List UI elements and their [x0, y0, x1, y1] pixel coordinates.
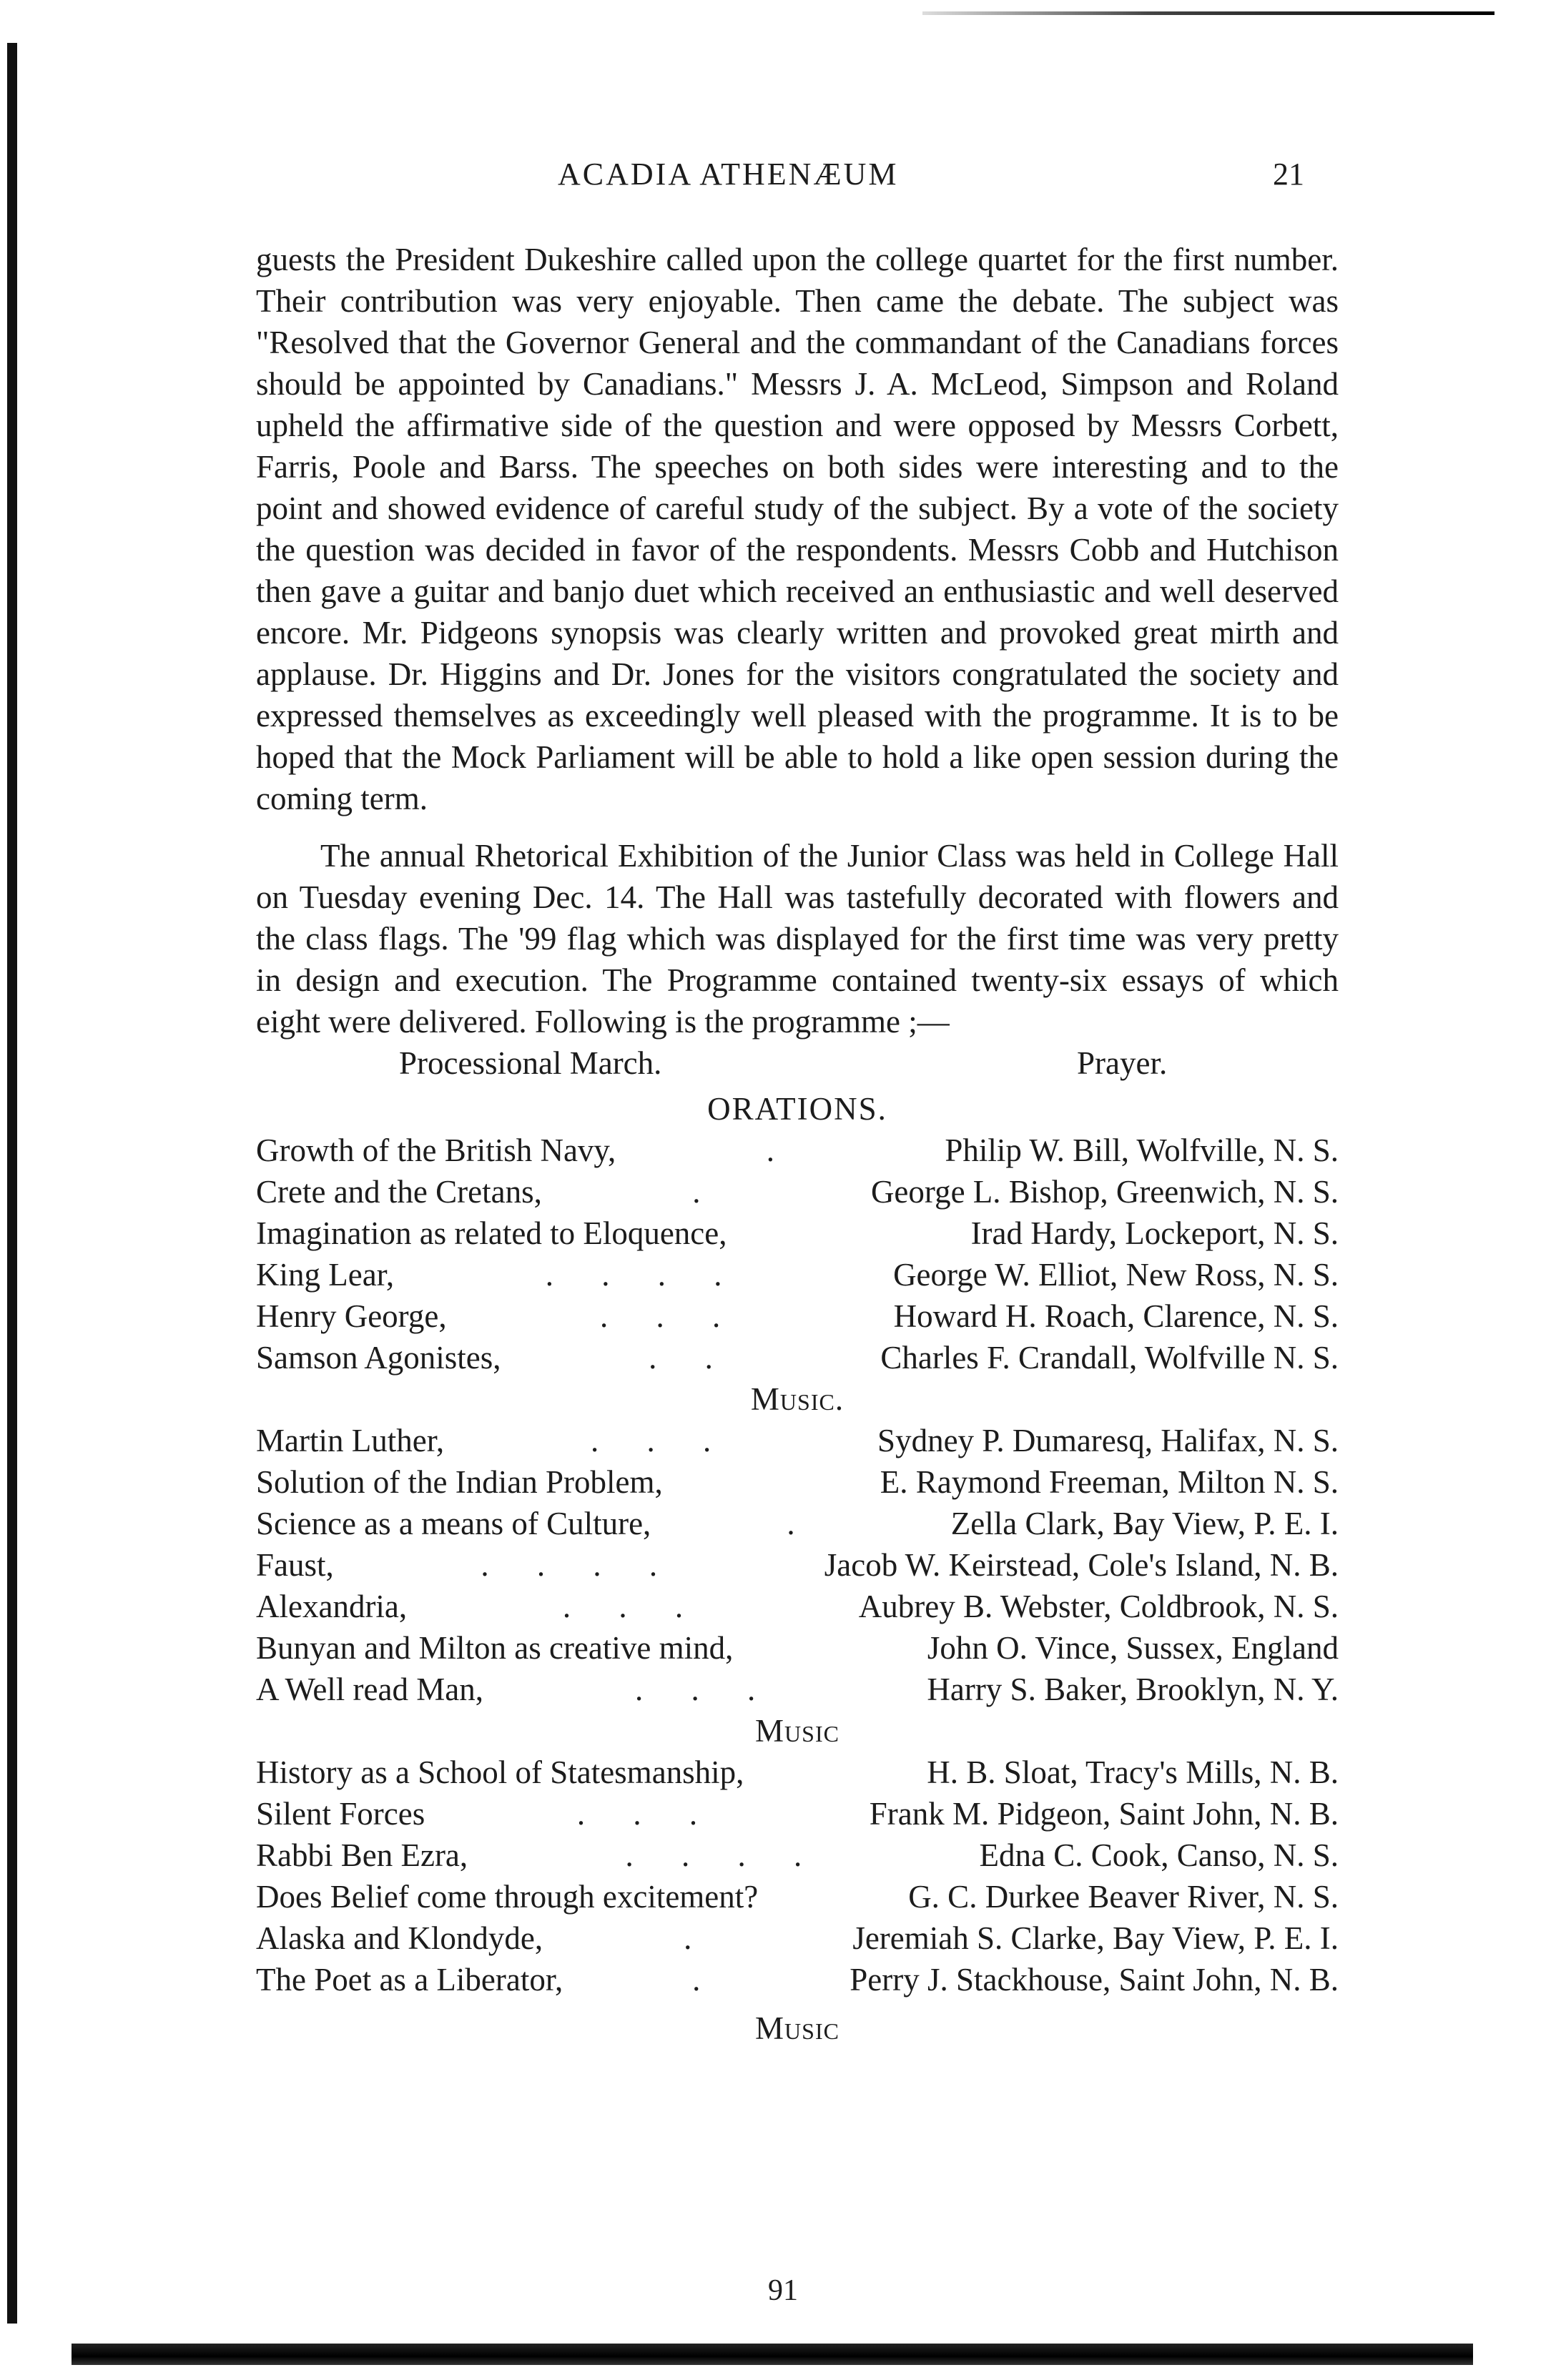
- paragraph-exhibition: The annual Rhetorical Exhibition of the Junior Class was held in College Hall on Tuesday evening Dec. 14. The Hall was tastefully decorated with flowers and the class flags. The '99 flag which was displayed for the first time was very pretty in design and execution. The Programme contained twenty-six essays of which eight were delivered. Following is the programme ;—: [256, 838, 1339, 1040]
- oration-title: The Poet as a Liberator,: [256, 1962, 563, 1998]
- running-head-page-number: 21: [1273, 157, 1304, 192]
- oration-title: A Well read Man,: [256, 1672, 483, 1707]
- oration-title: Samson Agonistes,: [256, 1340, 501, 1376]
- oration-speaker: Howard H. Roach, Clarence, N. S.: [893, 1298, 1339, 1334]
- oration-speaker: Sydney P. Dumaresq, Halifax, N. S.: [877, 1423, 1339, 1458]
- oration-row: [256, 1752, 1339, 1793]
- programme-opening: [256, 1042, 1339, 1084]
- oration-row: [256, 1627, 1339, 1669]
- oration-speaker: G. C. Durkee Beaver River, N. S.: [908, 1879, 1339, 1915]
- leader-dots: .: [787, 1506, 815, 1541]
- scan-line-top: [922, 11, 1494, 15]
- oration-title: Alexandria,: [256, 1589, 408, 1624]
- oration-title: Imagination as related to Eloquence,: [256, 1215, 727, 1251]
- article-body: [256, 239, 1339, 2049]
- oration-speaker: Harry S. Baker, Brooklyn, N. Y.: [927, 1672, 1339, 1707]
- oration-row: [256, 1793, 1339, 1835]
- oration-speaker: Perry J. Stackhouse, Saint John, N. B.: [850, 1962, 1339, 1998]
- leader-dots: .: [766, 1132, 794, 1168]
- oration-speaker: Zella Clark, Bay View, P. E. I.: [950, 1506, 1339, 1541]
- oration-speaker: Philip W. Bill, Wolfville, N. S.: [945, 1132, 1339, 1168]
- oration-title: History as a School of Statesmanship,: [256, 1754, 744, 1790]
- oration-row: [256, 1254, 1339, 1295]
- oration-row: [256, 1213, 1339, 1254]
- oration-speaker: George W. Elliot, New Ross, N. S.: [893, 1257, 1339, 1293]
- oration-row: [256, 1295, 1339, 1337]
- scan-edge-left: [7, 43, 17, 2324]
- oration-row: [256, 1959, 1339, 2000]
- running-head: [0, 156, 1566, 199]
- music-interlude: Music: [755, 2010, 839, 2046]
- oration-title: Crete and the Cretans,: [256, 1174, 542, 1210]
- oration-title: Does Belief come through excitement?: [256, 1879, 759, 1915]
- oration-title: Alaska and Klondyde,: [256, 1920, 543, 1956]
- leader-dots: . . . .: [481, 1547, 678, 1583]
- leader-dots: . .: [649, 1340, 733, 1376]
- music-interlude: Music: [755, 1713, 839, 1749]
- oration-row: [256, 1835, 1339, 1876]
- leader-dots: . . . .: [625, 1837, 822, 1873]
- oration-row: [256, 1503, 1339, 1544]
- oration-row: [256, 1171, 1339, 1213]
- oration-title: Bunyan and Milton as creative mind,: [256, 1630, 734, 1666]
- leader-dots: . . . .: [545, 1257, 742, 1293]
- oration-speaker: John O. Vince, Sussex, England: [927, 1630, 1339, 1666]
- oration-speaker: George L. Bishop, Greenwich, N. S.: [870, 1174, 1339, 1210]
- oration-speaker: Jacob W. Keirstead, Cole's Island, N. B.: [824, 1547, 1339, 1583]
- oration-title: Growth of the British Navy,: [256, 1132, 616, 1168]
- oration-title: King Lear,: [256, 1257, 395, 1293]
- scan-bar-bottom: [72, 2344, 1473, 2365]
- orations-heading: ORATIONS.: [707, 1091, 887, 1127]
- oration-row: [256, 1669, 1339, 1710]
- oration-title: Faust,: [256, 1547, 334, 1583]
- oration-speaker: Aubrey B. Webster, Coldbrook, N. S.: [858, 1589, 1339, 1624]
- leader-dots: . . .: [590, 1423, 732, 1458]
- oration-row: [256, 1544, 1339, 1586]
- prayer: Prayer.: [1077, 1045, 1168, 1081]
- leader-dots: . . .: [635, 1672, 776, 1707]
- oration-row: [256, 1917, 1339, 1959]
- oration-row: [256, 1586, 1339, 1627]
- oration-title: Martin Luther,: [256, 1423, 445, 1458]
- oration-row: [256, 1130, 1339, 1171]
- leader-dots: . . .: [576, 1796, 718, 1832]
- oration-title: Rabbi Ben Ezra,: [256, 1837, 468, 1873]
- oration-title: Henry George,: [256, 1298, 447, 1334]
- leader-dots: . . .: [599, 1298, 741, 1334]
- oration-row: [256, 1876, 1339, 1917]
- paragraph-debate: guests the President Dukeshire called upon the college quartet for the first number. Their contribution was very enjoyable. Then came the debate. The subject was "Resolved that the Governor General and the commandant of the Canadians forces should be appointed by Canadians." Messrs J. A. McLeod, Simpson and Roland upheld the affirmative side of the question and were opposed by Messrs Corbett, Farris, Poole and Barss. The speeches on both sides were interesting and to the point and showed evidence of careful study of the subject. By a vote of the society the question was decided in favor of the respondents. Messrs Cobb and Hutchison then gave a guitar and banjo duet which received an enthusiastic and well deserved encore. Mr. Pidgeons synopsis was clearly written and provoked great mirth and applause. Dr. Higgins and Dr. Jones for the visitors congratulated the society and expressed themselves as exceedingly well pleased with the programme. It is to be hoped that the Mock Parliament will be able to hold a like open session during the coming term.: [256, 242, 1339, 816]
- leader-dots: .: [692, 1174, 721, 1210]
- oration-row: [256, 1420, 1339, 1461]
- oration-speaker: Frank M. Pidgeon, Saint John, N. B.: [869, 1796, 1339, 1832]
- leader-dots: . . .: [562, 1589, 704, 1624]
- running-head-title: ACADIA ATHENÆUM: [558, 157, 899, 192]
- oration-speaker: Irad Hardy, Lockeport, N. S.: [970, 1215, 1339, 1251]
- oration-row: [256, 1337, 1339, 1378]
- leader-dots: .: [692, 1962, 721, 1998]
- folio-number: 91: [768, 2274, 798, 2307]
- processional-march: Processional March.: [399, 1045, 662, 1081]
- oration-speaker: Jeremiah S. Clarke, Bay View, P. E. I.: [852, 1920, 1339, 1956]
- oration-speaker: Edna C. Cook, Canso, N. S.: [979, 1837, 1339, 1873]
- oration-row: [256, 1461, 1339, 1503]
- oration-speaker: H. B. Sloat, Tracy's Mills, N. B.: [927, 1754, 1339, 1790]
- oration-title: Solution of the Indian Problem,: [256, 1464, 663, 1500]
- leader-dots: .: [684, 1920, 712, 1956]
- music-interlude: Music.: [750, 1381, 844, 1417]
- oration-title: Science as a means of Culture,: [256, 1506, 651, 1541]
- oration-speaker: E. Raymond Freeman, Milton N. S.: [880, 1464, 1339, 1500]
- oration-speaker: Charles F. Crandall, Wolfville N. S.: [880, 1340, 1339, 1376]
- oration-title: Silent Forces: [256, 1796, 425, 1832]
